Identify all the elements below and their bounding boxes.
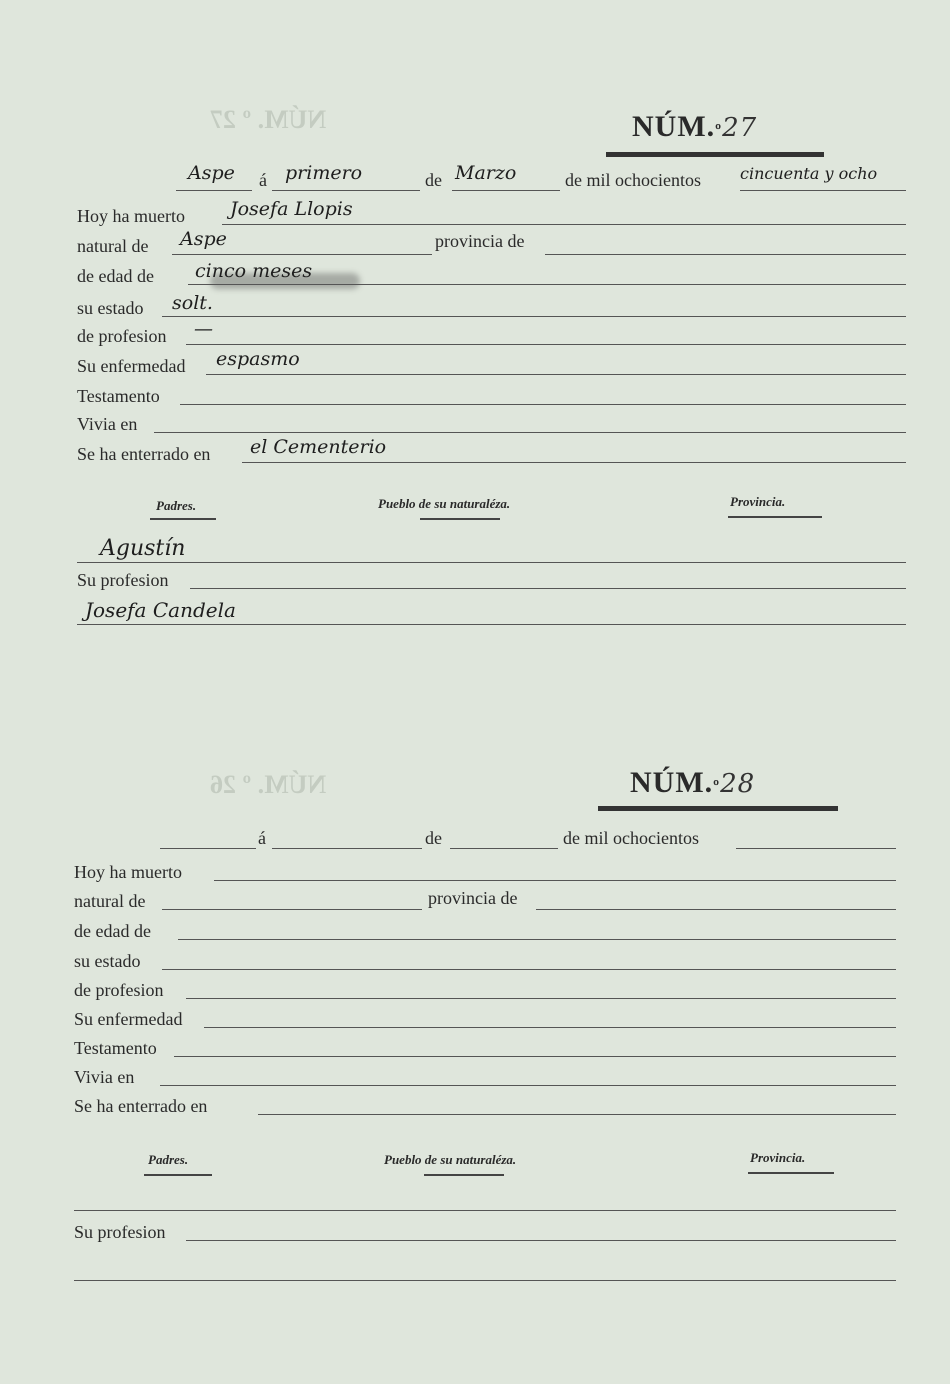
- father-line: [77, 562, 906, 563]
- profesion-label: de profesion: [77, 326, 167, 346]
- provincia-rule: [728, 516, 822, 518]
- pueblo-header: Pueblo de su naturaléza.: [378, 496, 511, 511]
- year-label: de mil ochocientos: [563, 828, 699, 848]
- profesion-line: [186, 344, 906, 345]
- natural-line: [162, 909, 422, 910]
- day-line: [272, 190, 420, 191]
- a-label: á: [258, 828, 266, 848]
- testamento-label: Testamento: [77, 386, 160, 406]
- entry-number-underline: [598, 806, 838, 811]
- estado-line: [162, 969, 896, 970]
- entry-number-title: NÚM.º27: [632, 110, 758, 143]
- month-line: [450, 848, 558, 849]
- provincia-header: Provincia.: [730, 494, 786, 509]
- father-line: [74, 1210, 896, 1211]
- su-profesion-label: Su profesion: [74, 1222, 166, 1242]
- pueblo-rule: [420, 518, 500, 520]
- enfermedad-label: Su enfermedad: [77, 356, 186, 376]
- year-label: de mil ochocientos: [565, 170, 701, 190]
- hand-enfermedad: espasmo: [216, 348, 300, 370]
- edad-line: [178, 939, 896, 940]
- pueblo-header: Pueblo de su naturaléza.: [384, 1152, 517, 1167]
- edad-line: [188, 284, 906, 285]
- hand-year: cincuenta y ocho: [740, 164, 878, 183]
- pueblo-rule: [424, 1174, 504, 1176]
- provincia-rule: [748, 1172, 834, 1174]
- a-label: á: [259, 170, 267, 190]
- testamento-label: Testamento: [74, 1038, 157, 1058]
- padres-rule: [150, 518, 216, 520]
- year-line: [740, 190, 906, 191]
- provincia-label: provincia de: [435, 231, 525, 251]
- estado-label: su estado: [77, 298, 144, 318]
- died-label: Hoy ha muerto: [77, 206, 185, 226]
- hand-edad: cinco meses: [195, 260, 313, 282]
- padres-header: Padres.: [156, 498, 197, 513]
- profesion-line: [186, 998, 896, 999]
- hand-father: Agustín: [100, 536, 186, 561]
- name-line: [222, 224, 906, 225]
- estado-label: su estado: [74, 951, 141, 971]
- enfermedad-line: [204, 1027, 896, 1028]
- provincia-line: [545, 254, 906, 255]
- enterrado-line: [242, 462, 906, 463]
- hand-day: primero: [285, 162, 363, 184]
- hand-estado: solt.: [172, 292, 213, 314]
- entry-number-underline: [606, 152, 824, 157]
- hand-mother: Josefa Candela: [85, 598, 236, 622]
- hand-profesion: —: [194, 318, 213, 340]
- natural-label: natural de: [74, 891, 146, 911]
- hand-place: Aspe: [188, 162, 235, 184]
- hand-name: Josefa Llopis: [230, 198, 353, 220]
- hand-month: Marzo: [455, 162, 517, 184]
- natural-line: [172, 254, 432, 255]
- enterrado-label: Se ha enterrado en: [77, 444, 211, 464]
- edad-label: de edad de: [77, 266, 154, 286]
- bleed-through-text: NÚM. º 27: [210, 105, 327, 134]
- provincia-line: [536, 909, 896, 910]
- place-line: [176, 190, 252, 191]
- vivia-line: [154, 432, 906, 433]
- mother-line: [77, 624, 906, 625]
- bleed-through-text: NÚM. º 26: [210, 770, 327, 799]
- place-line: [160, 848, 256, 849]
- padres-header: Padres.: [148, 1152, 189, 1167]
- testamento-line: [174, 1056, 896, 1057]
- year-line: [736, 848, 896, 849]
- died-label: Hoy ha muerto: [74, 862, 182, 882]
- vivia-label: Vivia en: [77, 414, 138, 434]
- provincia-header: Provincia.: [750, 1150, 806, 1165]
- enfermedad-label: Su enfermedad: [74, 1009, 183, 1029]
- estado-line: [162, 316, 906, 317]
- edad-label: de edad de: [74, 921, 151, 941]
- natural-label: natural de: [77, 236, 149, 256]
- de-label: de: [425, 170, 442, 190]
- testamento-line: [180, 404, 906, 405]
- profesion-label: de profesion: [74, 980, 164, 1000]
- enterrado-label: Se ha enterrado en: [74, 1096, 208, 1116]
- entry-number-title: NÚM.º28: [630, 766, 756, 799]
- su-profesion-label: Su profesion: [77, 570, 169, 590]
- month-line: [452, 190, 560, 191]
- enterrado-line: [258, 1114, 896, 1115]
- day-line: [272, 848, 422, 849]
- vivia-line: [160, 1085, 896, 1086]
- mother-line: [74, 1280, 896, 1281]
- su-profesion-line: [190, 588, 906, 589]
- enfermedad-line: [206, 374, 906, 375]
- su-profesion-line: [186, 1240, 896, 1241]
- name-line: [214, 880, 896, 881]
- provincia-label: provincia de: [428, 888, 518, 908]
- vivia-label: Vivia en: [74, 1067, 135, 1087]
- padres-rule: [144, 1174, 212, 1176]
- hand-natural: Aspe: [180, 228, 227, 250]
- de-label: de: [425, 828, 442, 848]
- hand-enterrado: el Cementerio: [250, 436, 387, 458]
